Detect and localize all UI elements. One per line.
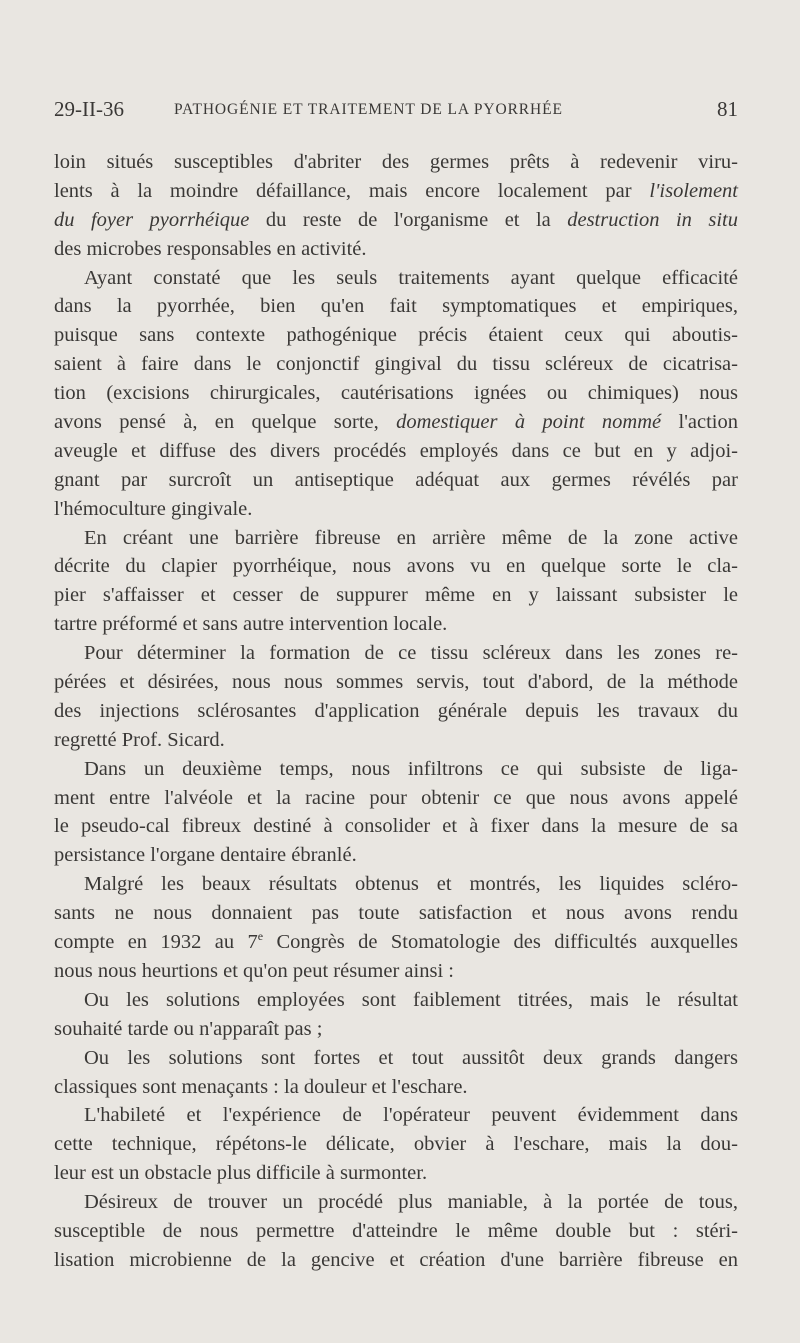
text-line: gnant par surcroît un antiseptique adéquat aux germes révélés par: [54, 468, 738, 491]
text-line: Ou les solutions sont fortes et tout aussitôt deux grands dangers: [84, 1046, 738, 1069]
text-line: lisation microbienne de la gencive et création d'une barrière fibreuse en: [54, 1248, 738, 1271]
text-line: tion (excisions chirurgicales, cautérisations ignées ou chimiques) nous: [54, 382, 738, 405]
running-title: PATHOGÉNIE ET TRAITEMENT DE LA PYORRHÉE: [174, 101, 563, 118]
text-line: compte en 1932 au 7e Congrès de Stomatologie des difficultés auxquelles: [54, 929, 738, 954]
text-line: loin situés susceptibles d'abriter des germes prêts à redevenir viru-: [54, 151, 738, 173]
text-line: En créant une barrière fibreuse en arrière même de la zone active: [84, 526, 738, 549]
text-line: susceptible de nous permettre d'atteindre le même double but : stéri-: [54, 1219, 738, 1242]
text-line: pérées et désirées, nous nous sommes servis, tout d'abord, de la méthode: [54, 671, 738, 694]
text-line: décrite du clapier pyorrhéique, nous avons vu en quelque sorte le cla-: [54, 555, 738, 578]
text-line: lents à la moindre défaillance, mais encore localement par l'isolement: [54, 179, 738, 202]
header-date: 29-II-36: [54, 97, 124, 121]
text-line: leur est un obstacle plus difficile à surmonter.: [54, 1162, 428, 1185]
text-line: l'hémoculture gingivale.: [54, 497, 253, 520]
text-line: Malgré les beaux résultats obtenus et montrés, les liquides scléro-: [84, 873, 738, 896]
text-line: pier s'affaisser et cesser de suppurer même en y laissant subsister le: [54, 584, 738, 607]
text-line: aveugle et diffuse des divers procédés employés dans ce but en y adjoi-: [54, 439, 738, 462]
text-line: tartre préformé et sans autre intervention locale.: [54, 613, 448, 636]
text-line: Ayant constaté que les seuls traitements ayant quelque efficacité: [84, 266, 738, 289]
text-line: sants ne nous donnaient pas toute satisfaction et nous avons rendu: [54, 902, 738, 925]
text-line: avons pensé à, en quelque sorte, domestiquer à point nommé l'action: [54, 411, 738, 434]
text-line: souhaité tarde ou n'apparaît pas ;: [54, 1017, 323, 1040]
text-line: cette technique, répétons-le délicate, obvier à l'eschare, mais la dou-: [54, 1133, 738, 1156]
text-line: puisque sans contexte pathogénique précis étaient ceux qui aboutis-: [54, 324, 738, 347]
text-line: persistance l'organe dentaire ébranlé.: [54, 844, 357, 867]
text-line: le pseudo-cal fibreux destiné à consolider et à fixer dans la mesure de sa: [54, 815, 738, 838]
text-line: regretté Prof. Sicard.: [54, 728, 225, 751]
emphasis: du foyer pyorrhéique: [54, 208, 250, 231]
text-line: ment entre l'alvéole et la racine pour obtenir ce que nous avons appelé: [54, 786, 738, 809]
emphasis: l'isolement: [649, 179, 738, 202]
body-text: [54, 148, 738, 1275]
text-line: L'habileté et l'expérience de l'opérateur peuvent évidemment dans: [84, 1104, 738, 1127]
text-line: dans la pyorrhée, bien qu'en fait symptomatiques et empiriques,: [54, 295, 738, 318]
text-line: Pour déterminer la formation de ce tissu scléreux dans les zones re-: [84, 642, 738, 665]
page-number: 81: [717, 97, 738, 121]
text-line: des injections sclérosantes d'application générale depuis les travaux du: [54, 699, 738, 722]
emphasis: destruction in situ: [567, 208, 738, 231]
running-header: [54, 97, 738, 125]
text-line: Ou les solutions employées sont faiblement titrées, mais le résultat: [84, 988, 738, 1011]
text-line: saient à faire dans le conjonctif gingival du tissu scléreux de cicatrisa-: [54, 353, 738, 376]
text-line: Désireux de trouver un procédé plus maniable, à la portée de tous,: [84, 1191, 738, 1214]
text-line: Dans un deuxième temps, nous infiltrons ce qui subsiste de liga-: [84, 757, 738, 780]
superscript: e: [257, 929, 264, 944]
text-line: du foyer pyorrhéique du reste de l'organisme et la destruction in situ: [54, 208, 738, 231]
text-line: classiques sont menaçants : la douleur et l'eschare.: [54, 1075, 468, 1098]
text-line: des microbes responsables en activité.: [54, 237, 367, 260]
emphasis: domestiquer à point nommé: [396, 411, 662, 434]
text-line: nous nous heurtions et qu'on peut résumer ainsi :: [54, 959, 454, 982]
